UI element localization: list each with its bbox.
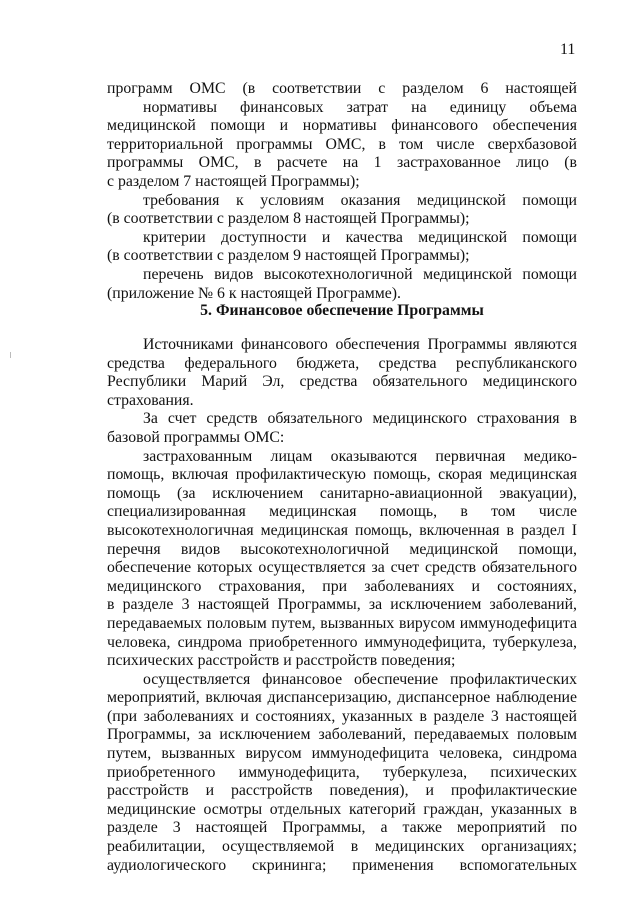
paragraph-line: медицинской помощи и нормативы финансового обеспечения [107, 117, 577, 135]
paragraph-line: Программы, за исключением заболеваний, передаваемых половым [107, 726, 577, 744]
paragraph-line: базовой программы ОМС: [107, 428, 285, 446]
paragraph-line: путем, вызванных вирусом иммунодефицита человека, синдрома [107, 745, 577, 763]
paragraph-line: медицинского страхования, при заболеваниях и состояниях, [107, 577, 577, 595]
paragraph-line: мероприятий, включая диспансеризацию, диспансерное наблюдение [107, 689, 577, 707]
paragraph-line: программ ОМС (в соответствии с разделом 6 настоящей [107, 80, 577, 97]
paragraph-line: помощь (за исключением санитарно-авиационной эвакуации), [107, 484, 577, 502]
paragraph-line: человека, синдрома приобретенного иммунодефицита, туберкулеза, [107, 633, 577, 651]
text-block-top [107, 80, 577, 303]
paragraph-line: программы ОМС, в расчете на 1 застрахованное лицо (в [107, 154, 577, 172]
paragraph-line: страхования. [107, 391, 194, 409]
paragraph-line: помощь, включая профилактическую помощь, скорая медицинская [107, 466, 577, 484]
paragraph-line: (приложение № 6 к настоящей Программе). [107, 284, 401, 302]
paragraph-line: разделе 3 настоящей Программы, а также мероприятий по [107, 819, 577, 837]
paragraph-line: Республики Марий Эл, средства обязательного медицинского [107, 373, 577, 391]
paragraph-line: реабилитации, осуществляемой в медицинских организациях; [107, 838, 577, 856]
paragraph-line: Источниками финансового обеспечения Программы являются [143, 336, 577, 353]
paragraph-line: средства федерального бюджета, средства республиканского [107, 354, 577, 372]
paragraph-line: приобретенного иммунодефицита, туберкулеза, психических [107, 763, 577, 781]
paragraph-line: обеспечение которых осуществляется за счет средств обязательного [107, 559, 577, 577]
paragraph-line: с разделом 7 настоящей Программы); [107, 172, 360, 190]
page-number: 11 [560, 41, 576, 58]
paragraph-line: нормативы финансовых затрат на единицу объема [143, 98, 577, 116]
paragraph-line: (в соответствии с разделом 9 настоящей Программы); [107, 247, 470, 265]
paragraph-line: психических расстройств и расстройств поведения; [107, 652, 456, 670]
paragraph-line: застрахованным лицам оказываются первичная медико- [143, 447, 577, 465]
paragraph-line: высокотехнологичная медицинская помощь, включенная в раздел I [107, 521, 577, 539]
paragraph-line: передаваемых половым путем, вызванных вирусом иммунодефицита [107, 614, 577, 632]
paragraph-line: перечня видов высокотехнологичной медицинской помощи, [107, 540, 577, 558]
paragraph-line: специализированная медицинская помощь, в том числе [107, 503, 577, 521]
paragraph-line: расстройств и расстройств поведения), и профилактические [107, 782, 577, 800]
paragraph-line: медицинские осмотры отдельных категорий граждан, указанных в [107, 800, 577, 818]
paragraph-line: перечень видов высокотехнологичной медицинской помощи [143, 265, 577, 283]
paragraph-line: критерии доступности и качества медицинской помощи [143, 228, 577, 246]
paragraph-line: требования к условиям оказания медицинской помощи [143, 191, 577, 209]
text-block-bottom [107, 336, 577, 875]
paragraph-line: (при заболеваниях и состояниях, указанных в разделе 3 настоящей [107, 707, 577, 725]
paragraph-line: аудиологического скрининга; применения вспомогательных [107, 856, 577, 874]
paragraph-line: территориальной программы ОМС, в том числе сверхбазовой [107, 135, 577, 153]
margin-mark [10, 352, 11, 358]
paragraph-line: (в соответствии с разделом 8 настоящей Программы); [107, 210, 470, 228]
paragraph-line: осуществляется финансовое обеспечение профилактических [143, 670, 577, 688]
section-heading: 5. Финансовое обеспечение Программы [200, 302, 484, 319]
paragraph-line: За счет средств обязательного медицинского страхования в [143, 410, 577, 428]
paragraph-line: в разделе 3 настоящей Программы, за исключением заболеваний, [107, 596, 577, 614]
